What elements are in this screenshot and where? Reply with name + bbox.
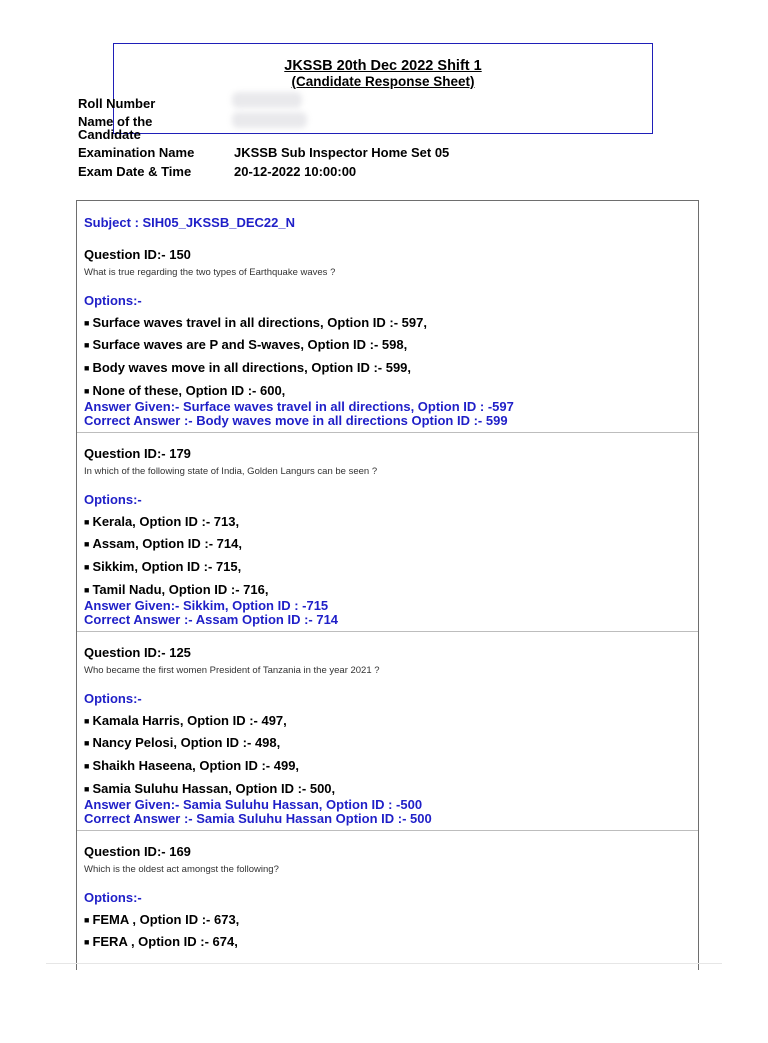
option-text: Samia Suluhu Hassan, Option ID :- 500,: [92, 781, 336, 796]
bullet-icon: ■: [84, 318, 90, 328]
option-text: Kamala Harris, Option ID :- 497,: [92, 713, 287, 728]
roll-number-redacted: [232, 92, 302, 108]
exam-date-value: 20-12-2022 10:00:00: [234, 164, 357, 179]
exam-date-label: Exam Date & Time: [78, 164, 192, 179]
divider: [77, 432, 698, 433]
candidate-name-label-line1: Name of the: [78, 114, 153, 129]
exam-name-label: Examination Name: [78, 145, 195, 160]
divider: [77, 631, 698, 632]
option-text: Nancy Pelosi, Option ID :- 498,: [92, 735, 281, 750]
options-heading: Options:-: [84, 293, 142, 308]
option-text: Tamil Nadu, Option ID :- 716,: [92, 582, 269, 597]
question-block: [77, 645, 698, 844]
question-text: Who became the first women President of Tanzania in the year 2021 ?: [84, 665, 380, 676]
option-text: Assam, Option ID :- 714,: [92, 536, 242, 551]
option-item: [84, 781, 335, 796]
page-subtitle: (Candidate Response Sheet): [291, 74, 475, 89]
option-text: Surface waves are P and S-waves, Option ID :- 598,: [92, 337, 408, 352]
subject-heading: Subject : SIH05_JKSSB_DEC22_N: [84, 215, 295, 230]
bullet-icon: ■: [84, 761, 90, 771]
candidate-name-label-line2: Candidate: [78, 127, 141, 142]
exam-name-value: JKSSB Sub Inspector Home Set 05: [234, 145, 450, 160]
correct-answer: Correct Answer :- Samia Suluhu Hassan Option ID :- 500: [84, 811, 432, 826]
option-item: [84, 337, 407, 352]
option-text: None of these, Option ID :- 600,: [92, 383, 286, 398]
option-item: [84, 758, 299, 773]
roll-number-label: Roll Number: [78, 96, 156, 111]
question-id: Question ID:- 179: [84, 446, 191, 461]
question-text: What is true regarding the two types of Earthquake waves ?: [84, 267, 336, 278]
option-item: [84, 514, 239, 529]
option-item: [84, 360, 411, 375]
option-item: [84, 559, 241, 574]
divider: [77, 830, 698, 831]
answer-given: Answer Given:- Surface waves travel in all directions, Option ID : -597: [84, 399, 514, 414]
title-box: [113, 43, 653, 134]
bullet-icon: ■: [84, 738, 90, 748]
answer-given: Answer Given:- Samia Suluhu Hassan, Option ID : -500: [84, 797, 423, 812]
question-block: [77, 446, 698, 645]
option-item: [84, 383, 285, 398]
option-text: Body waves move in all directions, Option ID :- 599,: [92, 360, 412, 375]
question-id: Question ID:- 169: [84, 844, 191, 859]
option-item: [84, 912, 239, 927]
question-block: [77, 844, 698, 1043]
question-block: [77, 247, 698, 446]
bullet-icon: ■: [84, 784, 90, 794]
option-item: [84, 934, 238, 949]
option-text: Sikkim, Option ID :- 715,: [92, 559, 242, 574]
bullet-icon: ■: [84, 716, 90, 726]
correct-answer: Correct Answer :- Assam Option ID :- 714: [84, 612, 339, 627]
options-heading: Options:-: [84, 691, 142, 706]
bullet-icon: ■: [84, 915, 90, 925]
question-id: Question ID:- 150: [84, 247, 191, 262]
option-item: [84, 735, 280, 750]
question-id: Question ID:- 125: [84, 645, 191, 660]
question-text: Which is the oldest act amongst the following?: [84, 864, 279, 875]
option-text: FEMA , Option ID :- 673,: [92, 912, 240, 927]
bullet-icon: ■: [84, 562, 90, 572]
option-item: [84, 713, 287, 728]
bullet-icon: ■: [84, 363, 90, 373]
candidate-name-redacted: [232, 112, 307, 128]
page-title: JKSSB 20th Dec 2022 Shift 1: [284, 58, 482, 74]
answer-given: Answer Given:- Sikkim, Option ID : -715: [84, 598, 329, 613]
response-panel: [76, 200, 699, 970]
bullet-icon: ■: [84, 539, 90, 549]
option-text: Shaikh Haseena, Option ID :- 499,: [92, 758, 300, 773]
correct-answer: Correct Answer :- Body waves move in all directions Option ID :- 599: [84, 413, 508, 428]
options-heading: Options:-: [84, 890, 142, 905]
bullet-icon: ■: [84, 386, 90, 396]
option-text: Kerala, Option ID :- 713,: [92, 514, 240, 529]
bullet-icon: ■: [84, 585, 90, 595]
bullet-icon: ■: [84, 340, 90, 350]
bullet-icon: ■: [84, 517, 90, 527]
options-heading: Options:-: [84, 492, 142, 507]
bullet-icon: ■: [84, 937, 90, 947]
option-item: [84, 536, 242, 551]
option-item: [84, 582, 268, 597]
page-bottom-divider: [46, 963, 722, 964]
question-text: In which of the following state of India, Golden Langurs can be seen ?: [84, 466, 378, 477]
option-item: [84, 315, 427, 330]
option-text: Surface waves travel in all directions, Option ID :- 597,: [92, 315, 427, 330]
option-text: FERA , Option ID :- 674,: [92, 934, 238, 949]
